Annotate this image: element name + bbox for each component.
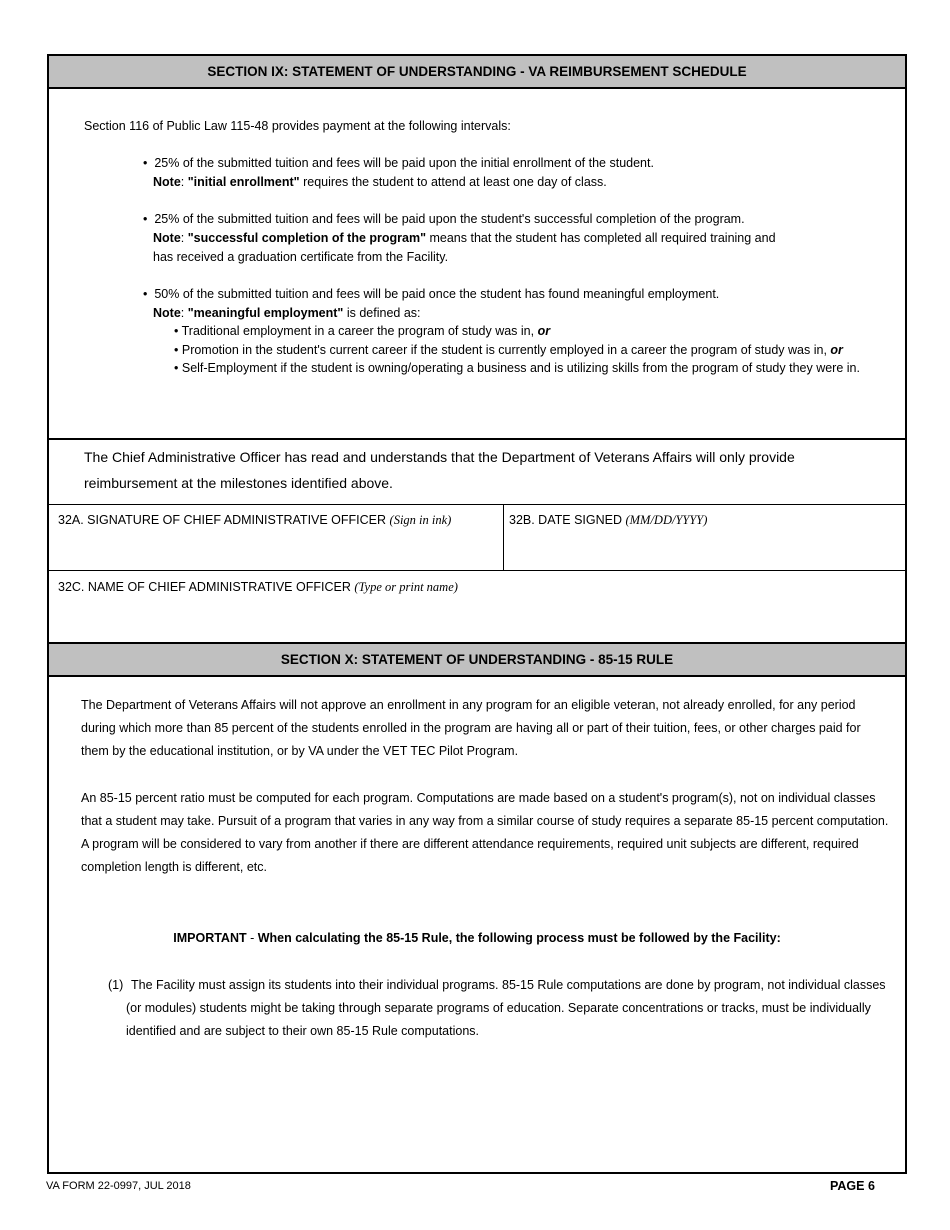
officer-name-field[interactable] bbox=[49, 571, 905, 641]
signature-field[interactable] bbox=[49, 505, 503, 570]
bullet-3-note: Note: "meaningful employment" is defined as: bbox=[153, 306, 421, 320]
bullet-2-note: Note: "successful completion of the program" means that the student has completed all required training and bbox=[153, 231, 776, 245]
bullet-2-note-cont: has received a graduation certificate from the Facility. bbox=[153, 250, 449, 264]
section-10-para-2: An 85-15 percent ratio must be computed for each program. Computations are made based on a student's program(s), not on individual classes that a student may take. Pursuit of a program that varies in any way from a similar course of study requires a separate 85-15 percent computation. A program will be considered to vary from another if there are different attendance requirements, required unit subjects are different, required completion length is different, etc. bbox=[81, 791, 889, 874]
divider bbox=[49, 438, 905, 440]
bullet-3-text: 50% of the submitted tuition and fees will be paid once the student has found meaningful employment. bbox=[154, 287, 720, 301]
form-id: VA FORM 22-0997, JUL 2018 bbox=[46, 1180, 191, 1192]
sub-bullet-3-text: Self-Employment if the student is owning/operating a business and is utilizing skills from the program of study they were in. bbox=[181, 361, 860, 375]
note-term: "meaningful employment" bbox=[187, 306, 344, 320]
section-9-header: SECTION IX: STATEMENT OF UNDERSTANDING - VA REIMBURSEMENT SCHEDULE bbox=[49, 56, 905, 89]
important-text: When calculating the 85-15 Rule, the following process must be followed by the Facility: bbox=[257, 931, 781, 945]
section-10-header: SECTION X: STATEMENT OF UNDERSTANDING - 85-15 RULE bbox=[49, 642, 905, 677]
section-9-intro: Section 116 of Public Law 115-48 provides payment at the following intervals: bbox=[84, 119, 511, 133]
form-page bbox=[47, 54, 907, 1174]
note-label: Note bbox=[153, 231, 181, 245]
field-32c-label-text: 32C. NAME OF CHIEF ADMINISTRATIVE OFFICER bbox=[58, 580, 355, 594]
bullet-3: • 50% of the submitted tuition and fees will be paid once the student has found meaningful employment. bbox=[143, 287, 720, 301]
note-text: is defined as: bbox=[343, 306, 421, 320]
sub-bullet-2-text: Promotion in the student's current career if the student is currently employed in a career the program of study was in, bbox=[181, 343, 831, 357]
field-32c-hint: (Type or print name) bbox=[354, 580, 458, 594]
or-text: or bbox=[830, 343, 843, 357]
field-32a-label-text: 32A. SIGNATURE OF CHIEF ADMINISTRATIVE OFFICER bbox=[58, 513, 390, 527]
date-signed-field[interactable] bbox=[504, 505, 905, 570]
sub-bullet-3: • Self-Employment if the student is owning/operating a business and is utilizing skills from the program of study they were in. bbox=[174, 361, 860, 375]
sub-bullet-1: • Traditional employment in a career the program of study was in, or bbox=[174, 324, 551, 338]
bullet-1-text: 25% of the submitted tuition and fees will be paid upon the initial enrollment of the student. bbox=[154, 156, 654, 170]
item-1-text: The Facility must assign its students into their individual programs. 85-15 Rule computations are done by program, not individual classes (or modules) students might be taking through separate programs of education. Separate concentrations or tracks, must be individually identified and are subject to their own 85-15 Rule computations. bbox=[126, 978, 886, 1038]
bullet-2-text: 25% of the submitted tuition and fees will be paid upon the student's successful completion of the program. bbox=[154, 212, 745, 226]
note-term: "successful completion of the program" bbox=[187, 231, 427, 245]
note-term: "initial enrollment" bbox=[187, 175, 300, 189]
field-32b-label-text: 32B. DATE SIGNED bbox=[509, 513, 626, 527]
note-label: Note bbox=[153, 175, 181, 189]
bullet-1-note: Note: "initial enrollment" requires the student to attend at least one day of class. bbox=[153, 175, 607, 189]
field-32a-hint: (Sign in ink) bbox=[389, 513, 452, 527]
bullet-1: • 25% of the submitted tuition and fees will be paid upon the initial enrollment of the student. bbox=[143, 156, 654, 170]
item-1-number: (1) bbox=[108, 978, 124, 992]
sub-bullet-2: • Promotion in the student's current career if the student is currently employed in a career the program of study was in, or bbox=[174, 343, 843, 357]
note-text: requires the student to attend at least one day of class. bbox=[299, 175, 607, 189]
statement-line-1: The Chief Administrative Officer has read and understands that the Department of Veterans Affairs will only provide bbox=[84, 449, 795, 465]
important-notice bbox=[49, 931, 905, 945]
important-label: IMPORTANT bbox=[173, 931, 247, 945]
or-text: or bbox=[537, 324, 551, 338]
section-10-para-1: The Department of Veterans Affairs will not approve an enrollment in any program for an eligible veteran, not already enrolled, for any period during which more than 85 percent of the students enrolled in the program are having all or part of their tuition, fees, or other charges paid for them by the educational institution, or by VA under the VET TEC Pilot Program. bbox=[81, 698, 861, 758]
note-label: Note bbox=[153, 306, 181, 320]
bullet-2: • 25% of the submitted tuition and fees will be paid upon the student's successful completion of the program. bbox=[143, 212, 745, 226]
statement-line-2: reimbursement at the milestones identified above. bbox=[84, 475, 393, 491]
sub-bullet-1-text: Traditional employment in a career the program of study was in, bbox=[181, 324, 538, 338]
important-sep: - bbox=[246, 931, 258, 945]
page-number: PAGE 6 bbox=[830, 1179, 875, 1193]
field-32b-hint: (MM/DD/YYYY) bbox=[625, 513, 708, 527]
note-text: means that the student has completed all required training and bbox=[426, 231, 776, 245]
